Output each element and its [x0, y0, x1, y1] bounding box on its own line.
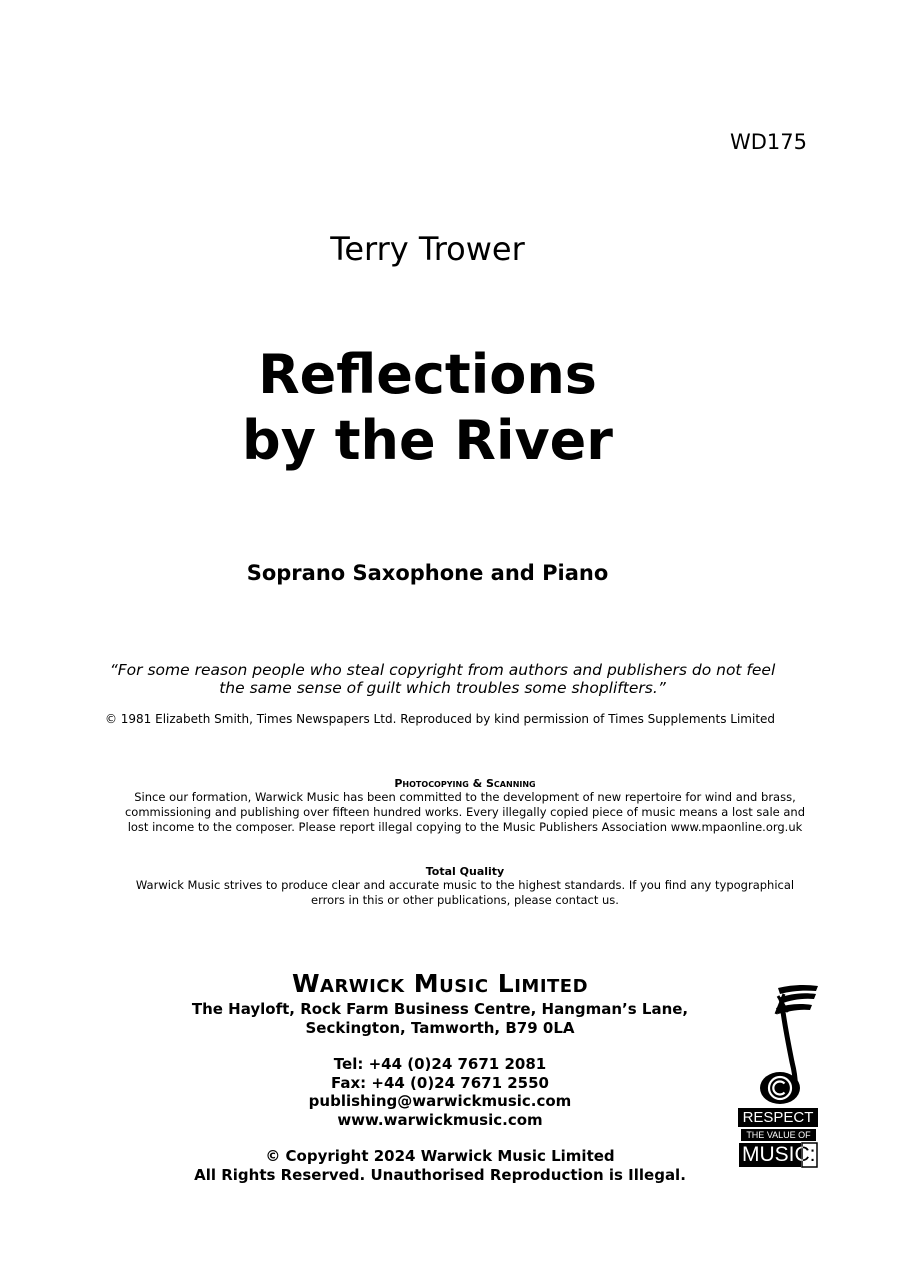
logo-line-the-value-of: THE VALUE OF	[746, 1130, 811, 1140]
notice-line: lost income to the composer. Please report illegal copying to the Music Publishers Association www.mpaonline.org.uk	[127, 820, 803, 834]
quote-credit: © 1981 Elizabeth Smith, Times Newspapers Ltd. Reproduced by kind permission of Times Supplements Limited	[104, 712, 776, 726]
photocopying-notice	[100, 777, 830, 835]
title-line: by the River	[242, 409, 613, 472]
catalogue-number: WD175	[730, 130, 808, 154]
title-line: Reflections	[258, 343, 597, 406]
quote-line: the same sense of guilt which troubles some shoplifters.”	[219, 679, 666, 697]
notice-line: commissioning and publishing over fifteen hundred works. Every illegally copied piece of music means a lost sale and	[124, 805, 806, 819]
phone-number: Tel: +44 (0)24 7671 2081	[333, 1055, 547, 1073]
work-title	[0, 342, 855, 474]
notice-line: Since our formation, Warwick Music has been committed to the development of new repertoire for wind and brass,	[134, 790, 796, 804]
rights-line: All Rights Reserved. Unauthorised Reproduction is Illegal.	[194, 1165, 686, 1184]
copyright-quote	[0, 661, 885, 697]
address-line: Seckington, Tamworth, B79 0LA	[305, 1018, 575, 1037]
logo-line-music: MUSIC:	[742, 1143, 816, 1166]
quote-line: “For some reason people who steal copyright from authors and publishers do not feel	[109, 661, 776, 679]
fax-number: Fax: +44 (0)24 7671 2550	[330, 1073, 549, 1092]
publisher-block	[140, 968, 740, 1184]
website-address: www.warwickmusic.com	[337, 1110, 543, 1129]
address-line: The Hayloft, Rock Farm Business Centre, Hangman’s Lane,	[191, 1000, 689, 1018]
composer-name: Terry Trower	[330, 230, 525, 268]
email-address: publishing@warwickmusic.com	[308, 1092, 572, 1110]
photocopying-heading: Photocopying & Scanning	[394, 777, 536, 790]
publisher-name: Warwick Music Limited	[291, 969, 589, 998]
copyright-line: © Copyright 2024 Warwick Music Limited	[265, 1147, 615, 1165]
notice-line: Warwick Music strives to produce clear and accurate music to the highest standards. If you find any typographical	[135, 878, 795, 892]
respect-the-value-of-music-logo	[738, 982, 822, 1168]
instrumentation: Soprano Saxophone and Piano	[246, 561, 609, 585]
quality-notice	[100, 865, 830, 908]
quality-heading: Total Quality	[425, 865, 505, 878]
notice-line: errors in this or other publications, please contact us.	[311, 893, 619, 907]
logo-line-respect: RESPECT	[742, 1109, 814, 1126]
